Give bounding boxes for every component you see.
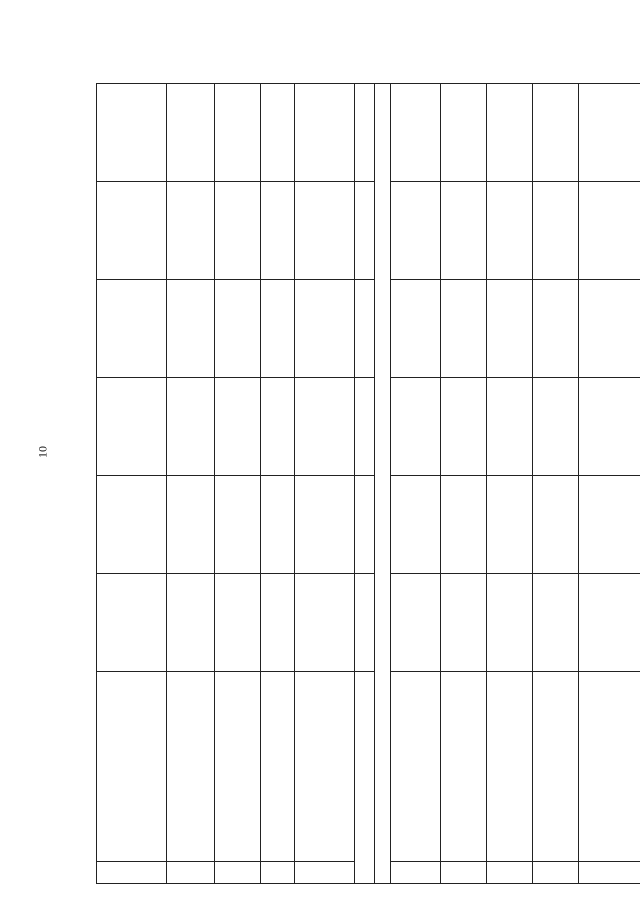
table-row [579,84,640,884]
row-number [261,862,295,884]
table-row [441,84,487,884]
value-cell [261,182,295,280]
value-cell [391,378,441,476]
value-cell [97,182,167,280]
object-name [167,672,215,862]
value-cell [441,476,487,574]
object-name [215,672,261,862]
value-cell [261,84,295,182]
object-name [295,672,355,862]
value-cell [295,378,355,476]
value-cell [441,574,487,672]
row-number [579,862,640,884]
value-cell [97,378,167,476]
row-number [391,862,441,884]
value-cell [215,84,261,182]
value-cell [391,84,441,182]
value-cell [533,84,579,182]
table-row [295,84,355,884]
value-cell [579,84,640,182]
value-cell [295,84,355,182]
value-cell [97,280,167,378]
table-row [355,84,375,884]
value-cell [261,378,295,476]
section-row [375,84,391,884]
object-name [391,672,441,862]
total-cell [355,84,375,182]
value-cell [215,574,261,672]
value-cell [533,378,579,476]
value-cell [391,476,441,574]
value-cell [533,182,579,280]
table-row [97,84,167,884]
value-cell [295,280,355,378]
value-cell [167,182,215,280]
budget-table [96,83,640,884]
value-cell [579,574,640,672]
object-name [441,672,487,862]
value-cell [579,280,640,378]
value-cell [215,476,261,574]
value-cell [167,84,215,182]
object-name [261,672,295,862]
value-cell [441,84,487,182]
value-cell [261,280,295,378]
value-cell [487,182,533,280]
table-row [533,84,579,884]
total-cell [355,476,375,574]
object-name [487,672,533,862]
value-cell [295,182,355,280]
value-cell [391,280,441,378]
value-cell [295,574,355,672]
table-row [167,84,215,884]
value-cell [579,378,640,476]
value-cell [487,280,533,378]
section-heading [375,84,391,884]
total-label [355,672,375,884]
total-cell [355,378,375,476]
value-cell [295,476,355,574]
value-cell [167,280,215,378]
value-cell [215,280,261,378]
row-number [533,862,579,884]
value-cell [215,378,261,476]
value-cell [441,280,487,378]
page-number: 10 [35,446,50,458]
value-cell [579,182,640,280]
value-cell [167,378,215,476]
value-cell [533,574,579,672]
value-cell [441,378,487,476]
value-cell [261,574,295,672]
total-cell [355,574,375,672]
table-row [261,84,295,884]
value-cell [441,182,487,280]
value-cell [391,182,441,280]
value-cell [487,378,533,476]
value-cell [261,476,295,574]
value-cell [487,84,533,182]
value-cell [97,574,167,672]
total-cell [355,280,375,378]
value-cell [487,574,533,672]
total-cell [355,182,375,280]
object-name [97,672,167,862]
row-number [97,862,167,884]
value-cell [533,280,579,378]
object-name [533,672,579,862]
value-cell [167,574,215,672]
value-cell [97,84,167,182]
value-cell [215,182,261,280]
value-cell [167,476,215,574]
value-cell [533,476,579,574]
table-row [215,84,261,884]
budget-table-rotated [96,84,640,884]
row-number [487,862,533,884]
row-number [441,862,487,884]
row-number [167,862,215,884]
table-row [487,84,533,884]
value-cell [579,476,640,574]
row-number [295,862,355,884]
row-number [215,862,261,884]
value-cell [391,574,441,672]
table-row [391,84,441,884]
object-name [579,672,640,862]
value-cell [487,476,533,574]
value-cell [97,476,167,574]
